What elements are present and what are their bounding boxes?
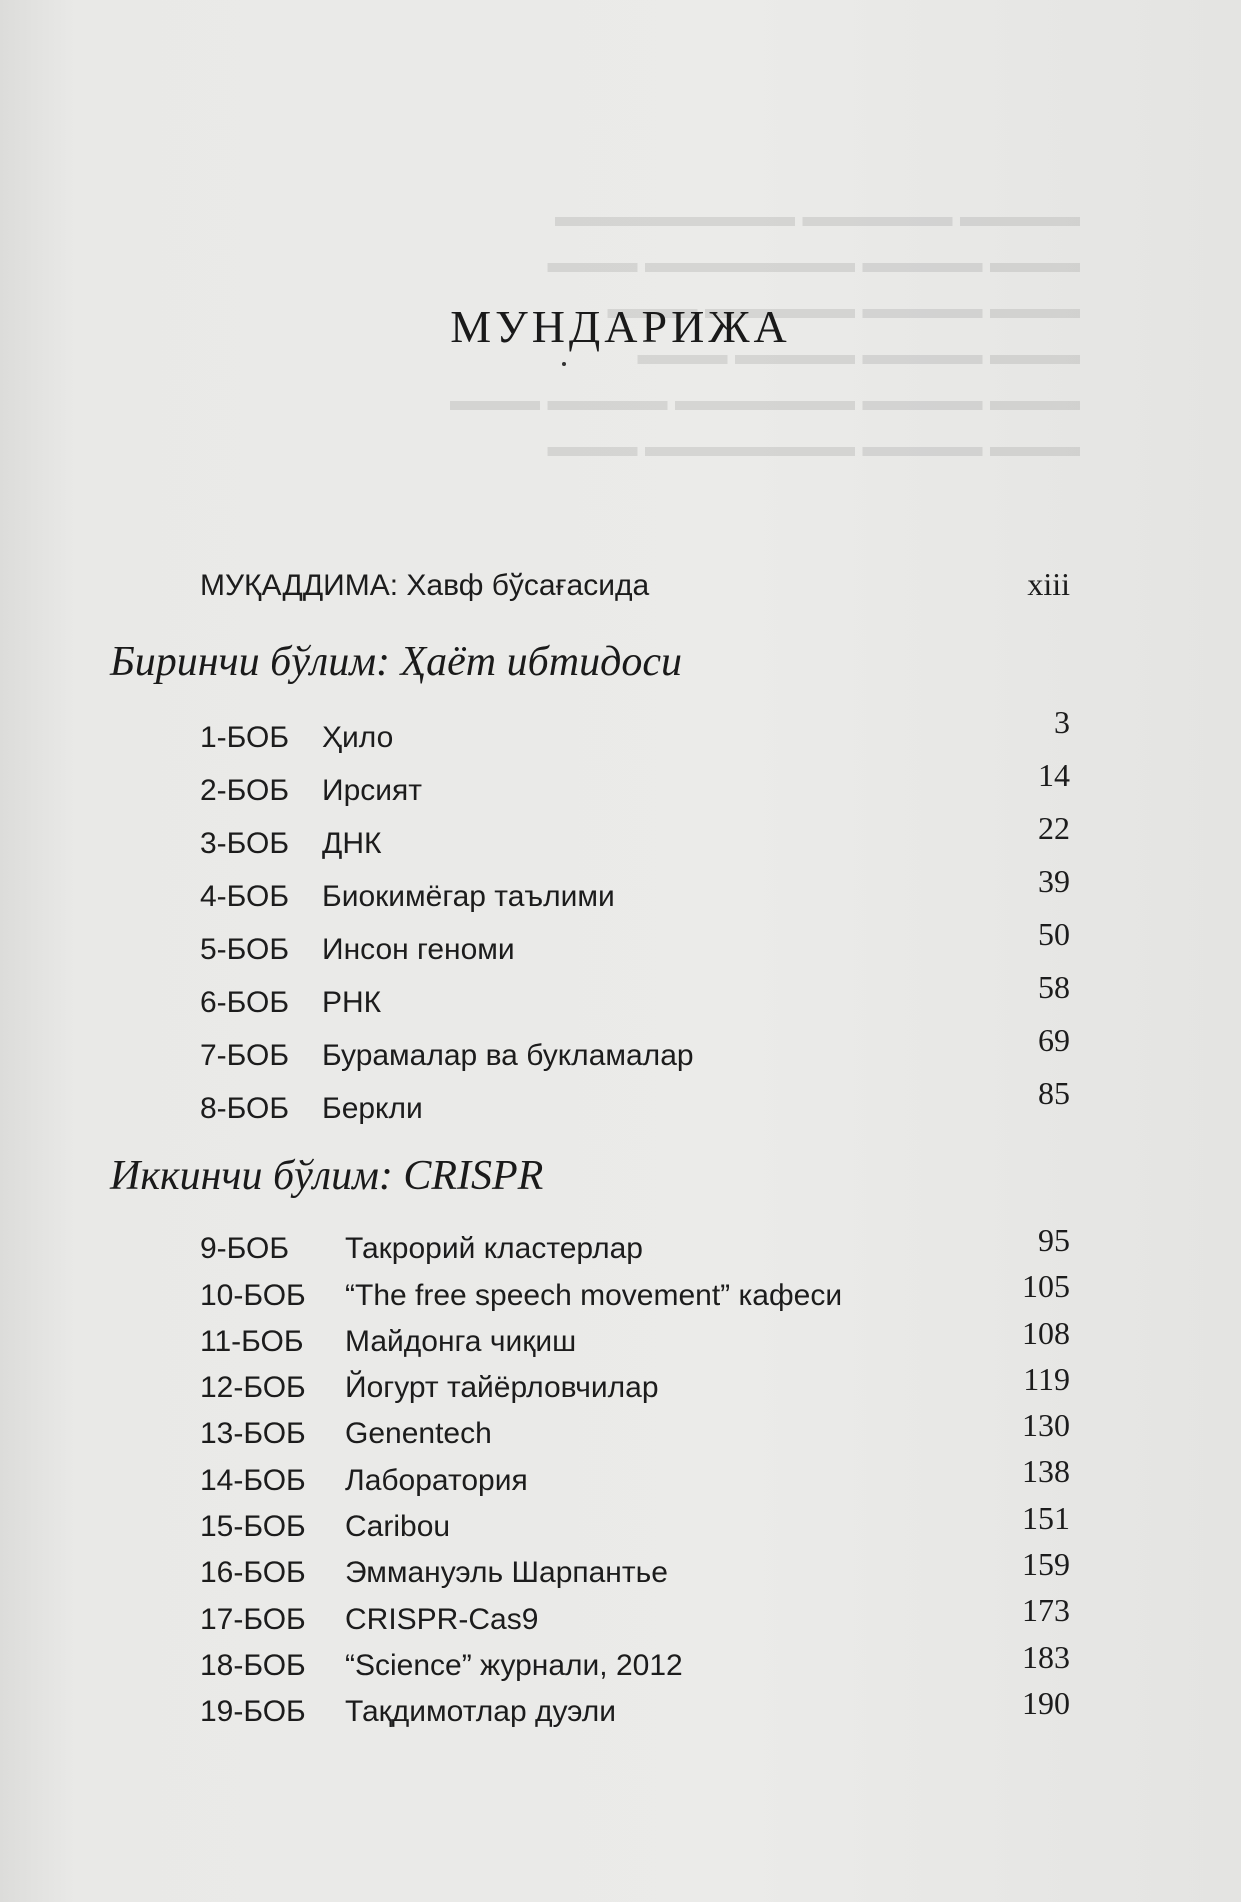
- toc-entry: [200, 1684, 1070, 1737]
- chapter-page-number: 85: [1038, 1075, 1070, 1111]
- toc-entry: [200, 1453, 1070, 1505]
- part-heading-1: Биринчи бўлим: Ҳаёт ибтидоси: [110, 639, 682, 685]
- toc-entry: [200, 810, 1070, 869]
- chapter-number: 16-БОБ: [200, 1556, 306, 1590]
- toc-entry: [200, 969, 1070, 1028]
- chapter-page-number: 190: [1022, 1684, 1070, 1721]
- toc-entry: [200, 1360, 1070, 1413]
- toc-entry: [200, 1546, 1070, 1598]
- chapter-number: 13-БОБ: [200, 1417, 306, 1451]
- chapter-page-number: 95: [1038, 1222, 1070, 1258]
- chapter-page-number: 58: [1038, 969, 1070, 1005]
- chapter-page-number: 173: [1022, 1592, 1070, 1629]
- intro-page-number: xiii: [1027, 566, 1070, 602]
- toc-entry: [200, 1407, 1070, 1459]
- page-title: МУНДАРИЖА: [450, 301, 791, 352]
- toc-entry: [200, 1075, 1070, 1134]
- chapter-title: Инсон геноми: [322, 933, 515, 966]
- chapter-title: Лаборатория: [345, 1463, 528, 1497]
- chapter-number: 2-БОБ: [200, 774, 290, 807]
- chapter-page-number: 119: [1023, 1360, 1070, 1397]
- intro-entry: [200, 566, 1070, 603]
- chapter-page-number: 138: [1022, 1453, 1070, 1490]
- toc-entry: [200, 704, 1070, 763]
- chapter-list-part-2: [200, 1222, 1070, 1737]
- chapter-title: Беркли: [322, 1092, 423, 1125]
- chapter-page-number: 50: [1038, 916, 1070, 952]
- chapter-number: 9-БОБ: [200, 1232, 290, 1266]
- toc-entry: [200, 1314, 1070, 1367]
- chapter-page-number: 183: [1022, 1638, 1070, 1675]
- part-heading-2: Иккинчи бўлим: CRISPR: [110, 1153, 544, 1199]
- chapter-title: Тақдимотлар дуэли: [345, 1695, 617, 1729]
- chapter-number: 10-БОБ: [200, 1278, 306, 1312]
- chapter-title: Бурамалар ва букламалар: [322, 1039, 694, 1072]
- chapter-title: “Science” журнали, 2012: [345, 1648, 683, 1682]
- chapter-page-number: 151: [1022, 1499, 1070, 1536]
- intro-label: МУҚАДДИМА: Хавф бўсағасида: [200, 569, 650, 602]
- toc-entry: [200, 1592, 1070, 1644]
- chapter-page-number: 3: [1054, 704, 1070, 740]
- chapter-number: 18-БОБ: [200, 1648, 306, 1682]
- chapter-number: 12-БОБ: [200, 1371, 306, 1405]
- chapter-title: Эммануэль Шарпантье: [345, 1556, 668, 1590]
- chapter-title: Ҳило: [322, 721, 394, 754]
- chapter-number: 15-БОБ: [200, 1510, 306, 1544]
- chapter-number: 17-БОБ: [200, 1602, 306, 1636]
- chapter-number: 5-БОБ: [200, 933, 290, 966]
- chapter-title: CRISPR-Cas9: [345, 1602, 539, 1636]
- chapter-page-number: 14: [1038, 757, 1070, 793]
- chapter-number: 7-БОБ: [200, 1039, 290, 1072]
- chapter-title: Ирсият: [322, 774, 422, 807]
- chapter-number: 14-БОБ: [200, 1463, 306, 1497]
- chapter-title: “The free speech movement” кафеси: [345, 1278, 843, 1312]
- bleed-through-text: ▬▬▬▬ ▬▬▬▬▬ ▬▬▬▬▬▬▬▬ ▬▬▬ ▬▬▬▬ ▬▬▬▬▬▬▬ ▬▬▬ ▬▬▬ ▬▬▬▬ ▬▬▬▬▬ ▬▬▬ ▬▬▬ ▬▬▬▬ ▬▬▬▬ ▬▬▬ ▬▬▬ ▬▬▬▬ ▬▬▬▬▬▬ ▬▬▬▬ ▬▬▬ ▬▬▬ ▬▬▬▬ ▬▬▬▬▬▬▬ ▬▬▬: [450, 200, 1080, 463]
- toc-entry: [200, 757, 1070, 816]
- chapter-title: ДНК: [322, 827, 382, 860]
- chapter-number: 8-БОБ: [200, 1092, 290, 1125]
- chapter-page-number: 39: [1038, 863, 1070, 899]
- chapter-page-number: 159: [1022, 1546, 1070, 1583]
- chapter-list-part-1: [200, 704, 1070, 1134]
- chapter-number: 11-БОБ: [200, 1324, 304, 1358]
- chapter-page-number: 69: [1038, 1022, 1070, 1058]
- chapter-number: 6-БОБ: [200, 986, 290, 1019]
- chapter-number: 1-БОБ: [200, 721, 290, 754]
- chapter-title: Такрорий кластерлар: [345, 1232, 643, 1266]
- chapter-title: Биокимёгар таълими: [322, 880, 615, 913]
- decorative-dot: [562, 362, 566, 366]
- chapter-page-number: 108: [1022, 1314, 1070, 1351]
- chapter-number: 4-БОБ: [200, 880, 290, 913]
- toc-entry: [200, 1638, 1070, 1691]
- chapter-page-number: 22: [1038, 810, 1070, 846]
- toc-entry: [200, 863, 1070, 922]
- chapter-title: РНК: [322, 986, 382, 1019]
- chapter-page-number: 105: [1022, 1268, 1070, 1305]
- chapter-title: Майдонга чиқиш: [345, 1324, 577, 1358]
- toc-entry: [200, 1499, 1070, 1552]
- chapter-number: 3-БОБ: [200, 827, 290, 860]
- toc-entry: [200, 916, 1070, 975]
- chapter-title: Caribou: [345, 1510, 451, 1544]
- chapter-title: Genentech: [345, 1417, 492, 1451]
- toc-entry: [200, 1222, 1070, 1274]
- toc-entry: [200, 1022, 1070, 1081]
- chapter-title: Йогурт тайёрловчилар: [345, 1371, 659, 1405]
- toc-entry: [200, 1268, 1070, 1320]
- chapter-page-number: 130: [1022, 1407, 1070, 1444]
- chapter-number: 19-БОБ: [200, 1695, 306, 1729]
